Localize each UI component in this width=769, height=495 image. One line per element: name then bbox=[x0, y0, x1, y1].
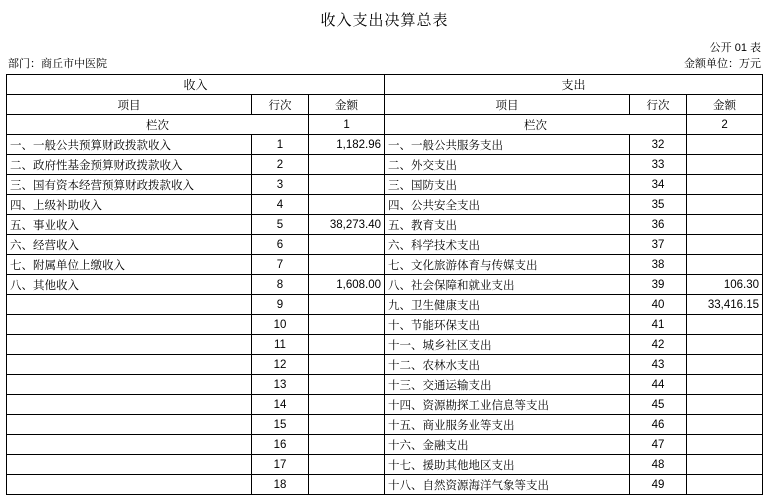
cell-income-item bbox=[7, 375, 252, 395]
cell-income-line: 8 bbox=[252, 275, 309, 295]
table-row bbox=[7, 395, 763, 415]
table-row bbox=[7, 315, 763, 335]
table-row bbox=[7, 355, 763, 375]
cell-income-amount bbox=[309, 155, 385, 175]
cell-income-line: 12 bbox=[252, 355, 309, 375]
cell-income-line: 9 bbox=[252, 295, 309, 315]
column-header-row bbox=[7, 95, 763, 115]
col-header-income-line: 行次 bbox=[252, 95, 309, 115]
cell-income-amount bbox=[309, 235, 385, 255]
cell-expense-amount bbox=[687, 255, 763, 275]
cell-expense-item: 六、科学技术支出 bbox=[385, 235, 630, 255]
cell-income-line: 5 bbox=[252, 215, 309, 235]
cell-income-item: 二、政府性基金预算财政拨款收入 bbox=[7, 155, 252, 175]
amount-unit-label: 金额单位：万元 bbox=[684, 58, 761, 70]
table-row bbox=[7, 235, 763, 255]
cell-income-line: 3 bbox=[252, 175, 309, 195]
table-row bbox=[7, 435, 763, 455]
cell-income-amount bbox=[309, 295, 385, 315]
cell-income-line: 14 bbox=[252, 395, 309, 415]
cell-expense-line: 41 bbox=[630, 315, 687, 335]
table-row bbox=[7, 295, 763, 315]
table-row bbox=[7, 155, 763, 175]
cell-expense-amount bbox=[687, 155, 763, 175]
cell-income-item: 四、上级补助收入 bbox=[7, 195, 252, 215]
cell-expense-amount: 106.30 bbox=[687, 275, 763, 295]
cell-expense-amount: 33,416.15 bbox=[687, 295, 763, 315]
table-row bbox=[7, 215, 763, 235]
cell-expense-line: 40 bbox=[630, 295, 687, 315]
cell-expense-item: 十六、金融支出 bbox=[385, 435, 630, 455]
cell-income-line: 11 bbox=[252, 335, 309, 355]
cell-income-item bbox=[7, 415, 252, 435]
cell-expense-item: 八、社会保障和就业支出 bbox=[385, 275, 630, 295]
table-header bbox=[7, 75, 763, 135]
cell-income-amount: 38,273.40 bbox=[309, 215, 385, 235]
col-header-expense-amount: 金额 bbox=[687, 95, 763, 115]
cell-expense-amount bbox=[687, 475, 763, 495]
cell-income-amount bbox=[309, 375, 385, 395]
table-row bbox=[7, 195, 763, 215]
cell-expense-line: 47 bbox=[630, 435, 687, 455]
column-number-label-income: 栏次 bbox=[7, 115, 309, 135]
cell-expense-line: 37 bbox=[630, 235, 687, 255]
cell-expense-line: 46 bbox=[630, 415, 687, 435]
cell-income-line: 2 bbox=[252, 155, 309, 175]
cell-income-item bbox=[7, 355, 252, 375]
cell-income-line: 4 bbox=[252, 195, 309, 215]
form-code-row bbox=[6, 40, 763, 56]
cell-expense-item: 十、节能环保支出 bbox=[385, 315, 630, 335]
column-number-income: 1 bbox=[309, 115, 385, 135]
cell-expense-amount bbox=[687, 235, 763, 255]
cell-income-amount: 1,608.00 bbox=[309, 275, 385, 295]
cell-expense-amount bbox=[687, 175, 763, 195]
cell-income-line: 17 bbox=[252, 455, 309, 475]
group-header-row bbox=[7, 75, 763, 95]
cell-expense-line: 39 bbox=[630, 275, 687, 295]
department-row bbox=[6, 56, 763, 72]
cell-income-line: 18 bbox=[252, 475, 309, 495]
cell-expense-line: 42 bbox=[630, 335, 687, 355]
cell-income-amount bbox=[309, 175, 385, 195]
cell-expense-item: 十三、交通运输支出 bbox=[385, 375, 630, 395]
cell-income-amount bbox=[309, 335, 385, 355]
page-title: 收入支出决算总表 bbox=[320, 12, 449, 29]
table-row bbox=[7, 255, 763, 275]
group-header-income: 收入 bbox=[7, 75, 385, 95]
col-header-income-item: 项目 bbox=[7, 95, 252, 115]
cell-income-line: 16 bbox=[252, 435, 309, 455]
table-row bbox=[7, 335, 763, 355]
table-row bbox=[7, 475, 763, 495]
department-value: 商丘市中医院 bbox=[41, 58, 107, 70]
cell-income-item bbox=[7, 315, 252, 335]
cell-income-amount bbox=[309, 435, 385, 455]
cell-expense-amount bbox=[687, 215, 763, 235]
col-header-expense-line: 行次 bbox=[630, 95, 687, 115]
cell-income-line: 13 bbox=[252, 375, 309, 395]
cell-expense-amount bbox=[687, 195, 763, 215]
cell-income-amount bbox=[309, 255, 385, 275]
department-label: 部门： bbox=[8, 58, 41, 70]
cell-income-line: 10 bbox=[252, 315, 309, 335]
cell-expense-line: 38 bbox=[630, 255, 687, 275]
cell-income-item bbox=[7, 475, 252, 495]
group-header-expense: 支出 bbox=[385, 75, 763, 95]
cell-expense-line: 35 bbox=[630, 195, 687, 215]
budget-summary-table bbox=[6, 74, 763, 495]
cell-expense-line: 44 bbox=[630, 375, 687, 395]
table-row bbox=[7, 135, 763, 155]
cell-expense-amount bbox=[687, 135, 763, 155]
cell-expense-item: 三、国防支出 bbox=[385, 175, 630, 195]
table-row bbox=[7, 275, 763, 295]
table-row bbox=[7, 415, 763, 435]
cell-expense-item: 一、一般公共服务支出 bbox=[385, 135, 630, 155]
cell-income-amount bbox=[309, 475, 385, 495]
cell-expense-amount bbox=[687, 415, 763, 435]
cell-expense-item: 四、公共安全支出 bbox=[385, 195, 630, 215]
column-number-expense: 2 bbox=[687, 115, 763, 135]
cell-expense-line: 49 bbox=[630, 475, 687, 495]
cell-income-line: 1 bbox=[252, 135, 309, 155]
cell-expense-item: 十八、自然资源海洋气象等支出 bbox=[385, 475, 630, 495]
cell-expense-line: 33 bbox=[630, 155, 687, 175]
cell-expense-amount bbox=[687, 315, 763, 335]
cell-expense-item: 十七、援助其他地区支出 bbox=[385, 455, 630, 475]
col-header-income-amount: 金额 bbox=[309, 95, 385, 115]
cell-expense-item: 十五、商业服务业等支出 bbox=[385, 415, 630, 435]
column-number-label-expense: 栏次 bbox=[385, 115, 687, 135]
cell-expense-item: 九、卫生健康支出 bbox=[385, 295, 630, 315]
cell-expense-line: 48 bbox=[630, 455, 687, 475]
cell-income-line: 7 bbox=[252, 255, 309, 275]
cell-expense-amount bbox=[687, 375, 763, 395]
cell-income-item: 七、附属单位上缴收入 bbox=[7, 255, 252, 275]
cell-income-amount bbox=[309, 195, 385, 215]
cell-expense-line: 43 bbox=[630, 355, 687, 375]
department-text bbox=[8, 56, 107, 72]
cell-expense-line: 45 bbox=[630, 395, 687, 415]
cell-expense-item: 十二、农林水支出 bbox=[385, 355, 630, 375]
cell-income-item bbox=[7, 295, 252, 315]
cell-income-line: 15 bbox=[252, 415, 309, 435]
cell-expense-item: 十四、资源勘探工业信息等支出 bbox=[385, 395, 630, 415]
cell-income-item bbox=[7, 455, 252, 475]
cell-expense-line: 34 bbox=[630, 175, 687, 195]
table-row bbox=[7, 175, 763, 195]
cell-expense-amount bbox=[687, 395, 763, 415]
column-number-row bbox=[7, 115, 763, 135]
col-header-expense-item: 项目 bbox=[385, 95, 630, 115]
cell-income-item bbox=[7, 435, 252, 455]
cell-expense-item: 五、教育支出 bbox=[385, 215, 630, 235]
cell-income-amount bbox=[309, 415, 385, 435]
cell-income-amount bbox=[309, 355, 385, 375]
cell-income-amount bbox=[309, 315, 385, 335]
cell-income-item: 五、事业收入 bbox=[7, 215, 252, 235]
cell-expense-amount bbox=[687, 335, 763, 355]
table-row bbox=[7, 375, 763, 395]
table-row bbox=[7, 455, 763, 475]
cell-income-item: 六、经营收入 bbox=[7, 235, 252, 255]
cell-expense-item: 十一、城乡社区支出 bbox=[385, 335, 630, 355]
cell-expense-amount bbox=[687, 435, 763, 455]
cell-income-amount bbox=[309, 395, 385, 415]
cell-income-item: 八、其他收入 bbox=[7, 275, 252, 295]
cell-income-line: 6 bbox=[252, 235, 309, 255]
cell-income-item: 三、国有资本经营预算财政拨款收入 bbox=[7, 175, 252, 195]
cell-income-amount: 1,182.96 bbox=[309, 135, 385, 155]
cell-income-amount bbox=[309, 455, 385, 475]
cell-expense-line: 36 bbox=[630, 215, 687, 235]
cell-income-item bbox=[7, 395, 252, 415]
cell-expense-item: 七、文化旅游体育与传媒支出 bbox=[385, 255, 630, 275]
table-body bbox=[7, 135, 763, 495]
cell-expense-item: 二、外交支出 bbox=[385, 155, 630, 175]
cell-income-item bbox=[7, 335, 252, 355]
cell-expense-line: 32 bbox=[630, 135, 687, 155]
form-code: 公开 01 表 bbox=[709, 42, 761, 54]
cell-expense-amount bbox=[687, 455, 763, 475]
cell-expense-amount bbox=[687, 355, 763, 375]
cell-income-item: 一、一般公共预算财政拨款收入 bbox=[7, 135, 252, 155]
